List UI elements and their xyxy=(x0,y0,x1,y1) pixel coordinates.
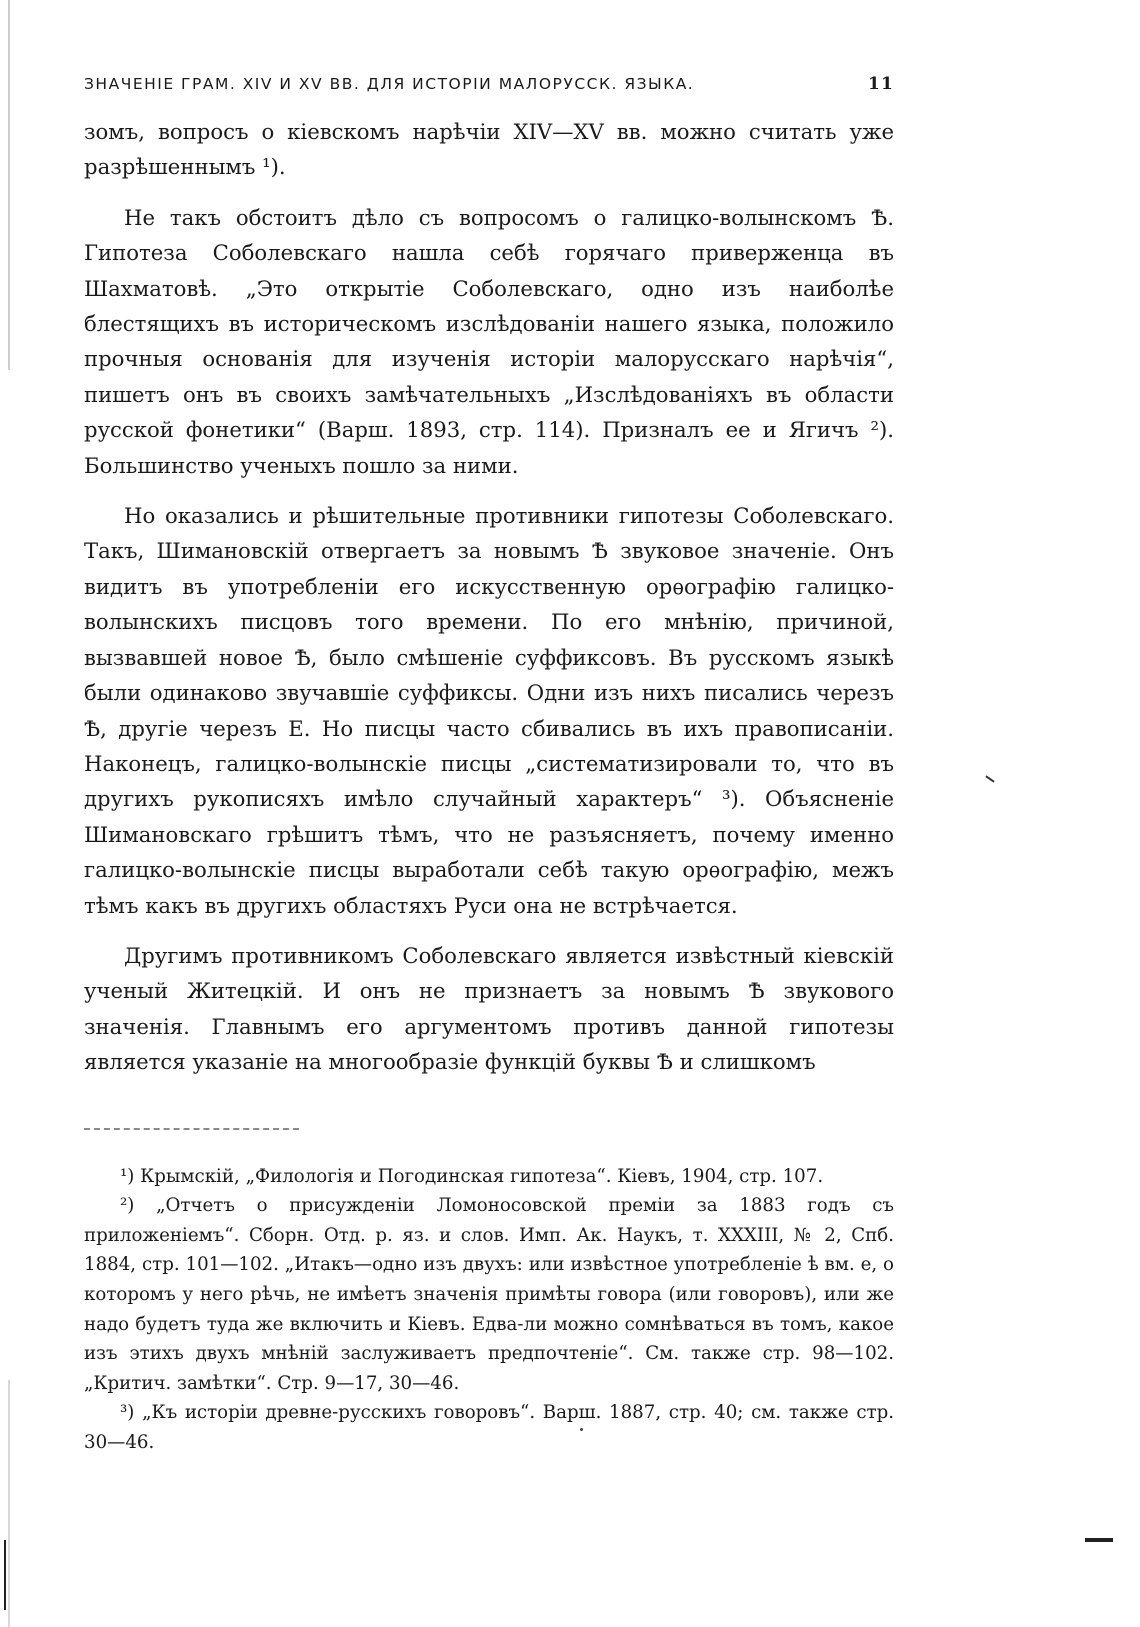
running-header xyxy=(84,74,894,94)
scan-artifact xyxy=(4,1540,6,1610)
paragraph: Но оказались и рѣшительные противники гипотезы Соболевскаго. Такъ, Шимановскій отвергаетъ за новымъ Ѣ звуковое значеніе. Онъ видитъ въ употребленіи его искусственную орѳографію галицко-волынскихъ писцовъ того времени. По его мнѣнію, причиной, вызвавшей новое Ѣ, было смѣшеніе суффиксовъ. Въ русскомъ языкѣ были одинаково звучавшіе суффиксы. Одни изъ нихъ писались черезъ Ѣ, другіе черезъ Е. Но писцы часто сбивались въ ихъ правописаніи. Наконецъ, галицко-волынскіе писцы „систематизировали то, что въ другихъ рукописяхъ имѣло случайный характеръ“ ³). Объясненіе Шимановскаго грѣшитъ тѣмъ, что не разъясняетъ, почему именно галицко-волынскіе писцы выработали себѣ такую орѳографію, межъ тѣмъ какъ въ другихъ областяхъ Руси она не встрѣчается. xyxy=(84,503,894,918)
footnote-divider xyxy=(84,1128,299,1130)
scan-edge-mark xyxy=(8,0,10,370)
footnote: ¹) Крымскій, „Филологія и Погодинская гипотеза“. Кіевъ, 1904, стр. 107. xyxy=(120,1165,824,1187)
paragraph: Другимъ противникомъ Соболевскаго является извѣстный кіевскій ученый Житецкій. И онъ не признаетъ за новымъ Ѣ звукового значенія. Главнымъ его аргументомъ противъ данной гипотезы является указаніе на многообразіе функцій буквы Ѣ и слишкомъ xyxy=(84,942,894,1075)
paragraph: зомъ, вопросъ о кіевскомъ нарѣчіи XIV—XV вв. можно считать уже разрѣшеннымъ ¹). xyxy=(84,119,894,180)
footnote: ²) „Отчетъ о присужденіи Ломоносовской преміи за 1883 годъ съ приложеніемъ“. Сборн. Отд. р. яз. и слов. Имп. Ак. Наукъ, т. XXXIII, № 2, Спб. 1884, стр. 101—102. „Итакъ—одно изъ двухъ: или извѣстное употребленіе ѣ вм. е, о которомъ у него рѣчь, не имѣетъ значенія примѣты говора (или говоровъ), или же надо будетъ туда же включить и Кіевъ. Едва-ли можно сомнѣваться въ томъ, какое изъ этихъ двухъ мнѣній заслуживаетъ предпочтеніе“. См. также стр. 98—102. „Критич. замѣтки“. Стр. 9—17, 30—46. xyxy=(84,1195,894,1394)
scan-edge-mark xyxy=(8,1380,10,1627)
footnote: ³) „Къ исторіи древне-русскихъ говоровъ“. Варш. 1887, стр. 40; см. также стр. 30—46. xyxy=(84,1402,894,1453)
book-page xyxy=(84,74,894,1458)
footnotes xyxy=(84,1162,894,1458)
paragraph: Не такъ обстоитъ дѣло съ вопросомъ о галицко-волынскомъ Ѣ. Гипотеза Соболевскаго нашла себѣ горячаго приверженца въ Шахматовѣ. „Это открытіе Соболевскаго, одно изъ наиболѣе блестящихъ въ историческомъ изслѣдованіи нашего языка, положило прочныя основанія для изученія исторіи малорусскаго нарѣчія“, пишетъ онъ въ своихъ замѣчательныхъ „Изслѣдованіяхъ въ области русской фонетики“ (Варш. 1893, стр. 114). Призналъ ее и Ягичъ ²). Большинство ученыхъ пошло за ними. xyxy=(84,204,894,478)
page-number: 11 xyxy=(867,74,894,94)
scan-artifact xyxy=(1085,1538,1113,1542)
body-text xyxy=(84,114,894,1080)
running-header-title: ЗНАЧЕНІЕ ГРАМ. XIV И XV ВВ. ДЛЯ ИСТОРІИ МАЛОРУССК. ЯЗЫКА. xyxy=(84,75,695,93)
scan-artifact xyxy=(985,775,994,782)
